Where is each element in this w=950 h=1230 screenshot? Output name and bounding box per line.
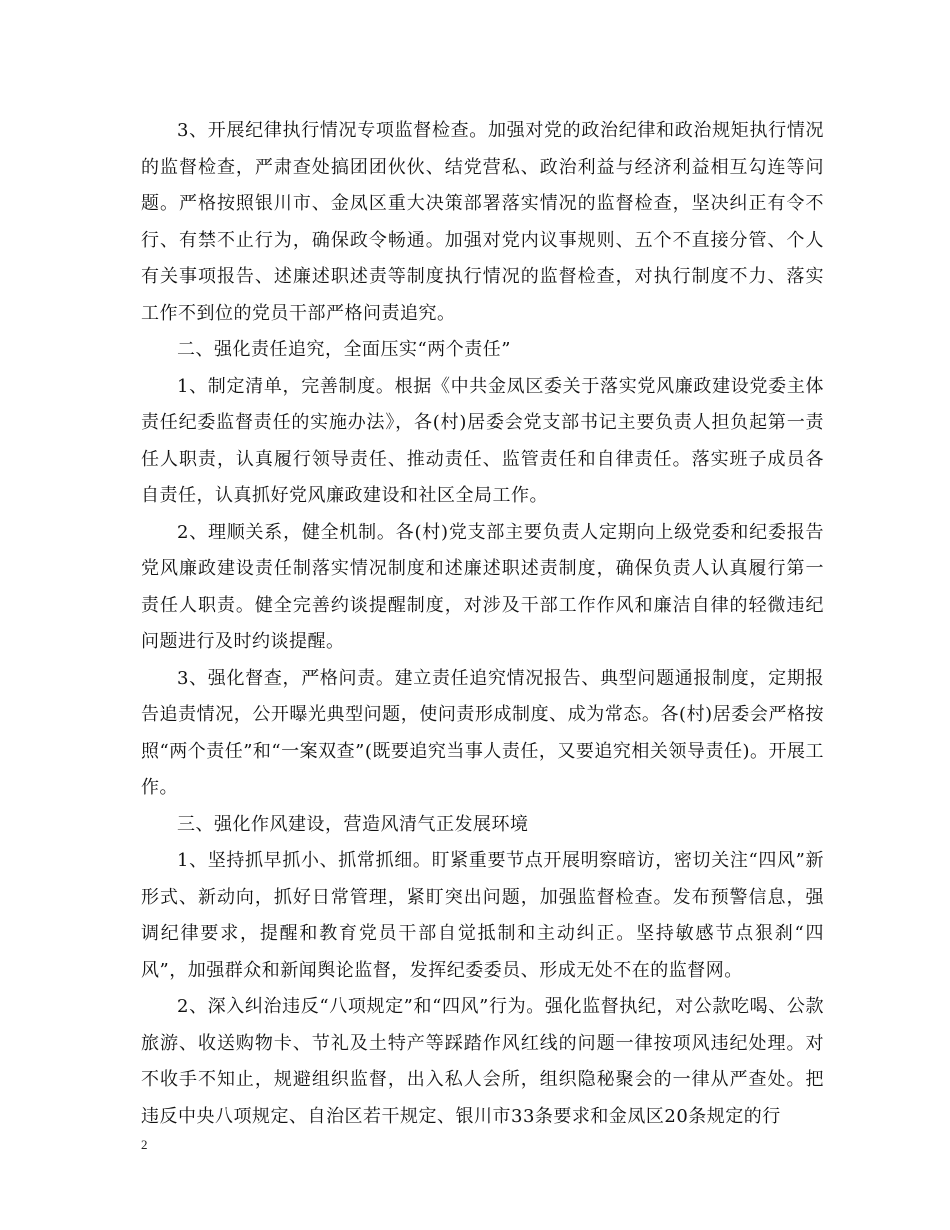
section-heading-responsibility: 二、强化责任追究，全面压实“两个责任”	[177, 339, 511, 360]
paragraph-early-small: 1、坚持抓早抓小、抓常抓细。盯紧重要节点开展明察暗访，密切关注“四风”新形式、新动向，抓好日常管理，紧盯突出问题，加强监督检查。发布预警信息，强调纪律要求，提醒和教育党员干部自觉抵制和主动纠正。坚持敏感节点狠刹“四风”，加强群众和新闻舆论监督，发挥纪委委员、形成无处不在的监督网。	[141, 850, 824, 981]
section-heading-work-style: 三、强化作风建设，营造风清气正发展环境	[177, 813, 529, 835]
paragraph-eight-rules: 2、深入纠治违反“八项规定”和“四风”行为。强化监督执纪，对公款吃喝、公款旅游、收送购物卡、节礼及土特产等踩踏作风红线的问题一律按项风违纪处理。对不收手不知止，规避组织监督，出入私人会所，组织隐秘聚会的一律从严查处。把违反中央八项规定、自治区若干规定、银川市33条要求和金凤区20条规定的行	[141, 996, 824, 1127]
paragraph-accountability: 3、强化督查，严格问责。建立责任追究情况报告、典型问题通报制度，定期报告追责情况，公开曝光典型问题，使问责形成制度、成为常态。各(村)居委会严格按照“两个责任”和“一案双查”(既要追究当事人责任，又要追究相关领导责任)。开展工作。	[141, 667, 824, 798]
paragraph-checklist-system: 1、制定清单，完善制度。根据《中共金凤区委关于落实党风廉政建设党委主体责任纪委监督责任的实施办法》，各(村)居委会党支部书记主要负责人担负起第一责任人职责，认真履行领导责任、推动责任、监管责任和自律责任。落实班子成员各自责任，认真抓好党风廉政建设和社区全局工作。	[141, 375, 824, 506]
page-number: 2	[141, 1137, 148, 1152]
paragraph-mechanism: 2、理顺关系，健全机制。各(村)党支部主要负责人定期向上级党委和纪委报告党风廉政建设责任制落实情况制度和述廉述职述责制度，确保负责人认真履行第一责任人职责。健全完善约谈提醒制度，对涉及干部工作作风和廉洁自律的轻微违纪问题进行及时约谈提醒。	[141, 521, 824, 652]
document-body	[141, 113, 824, 1135]
paragraph-supervision-inspection: 3、开展纪律执行情况专项监督检查。加强对党的政治纪律和政治规矩执行情况的监督检查，严肃查处搞团团伙伙、结党营私、政治利益与经济利益相互勾连等问题。严格按照银川市、金凤区重大决策部署落实情况的监督检查，坚决纠正有令不行、有禁不止行为，确保政令畅通。加强对党内议事规则、五个不直接分管、个人有关事项报告、述廉述职述责等制度执行情况的监督检查，对执行制度不力、落实工作不到位的党员干部严格问责追究。	[141, 120, 824, 324]
